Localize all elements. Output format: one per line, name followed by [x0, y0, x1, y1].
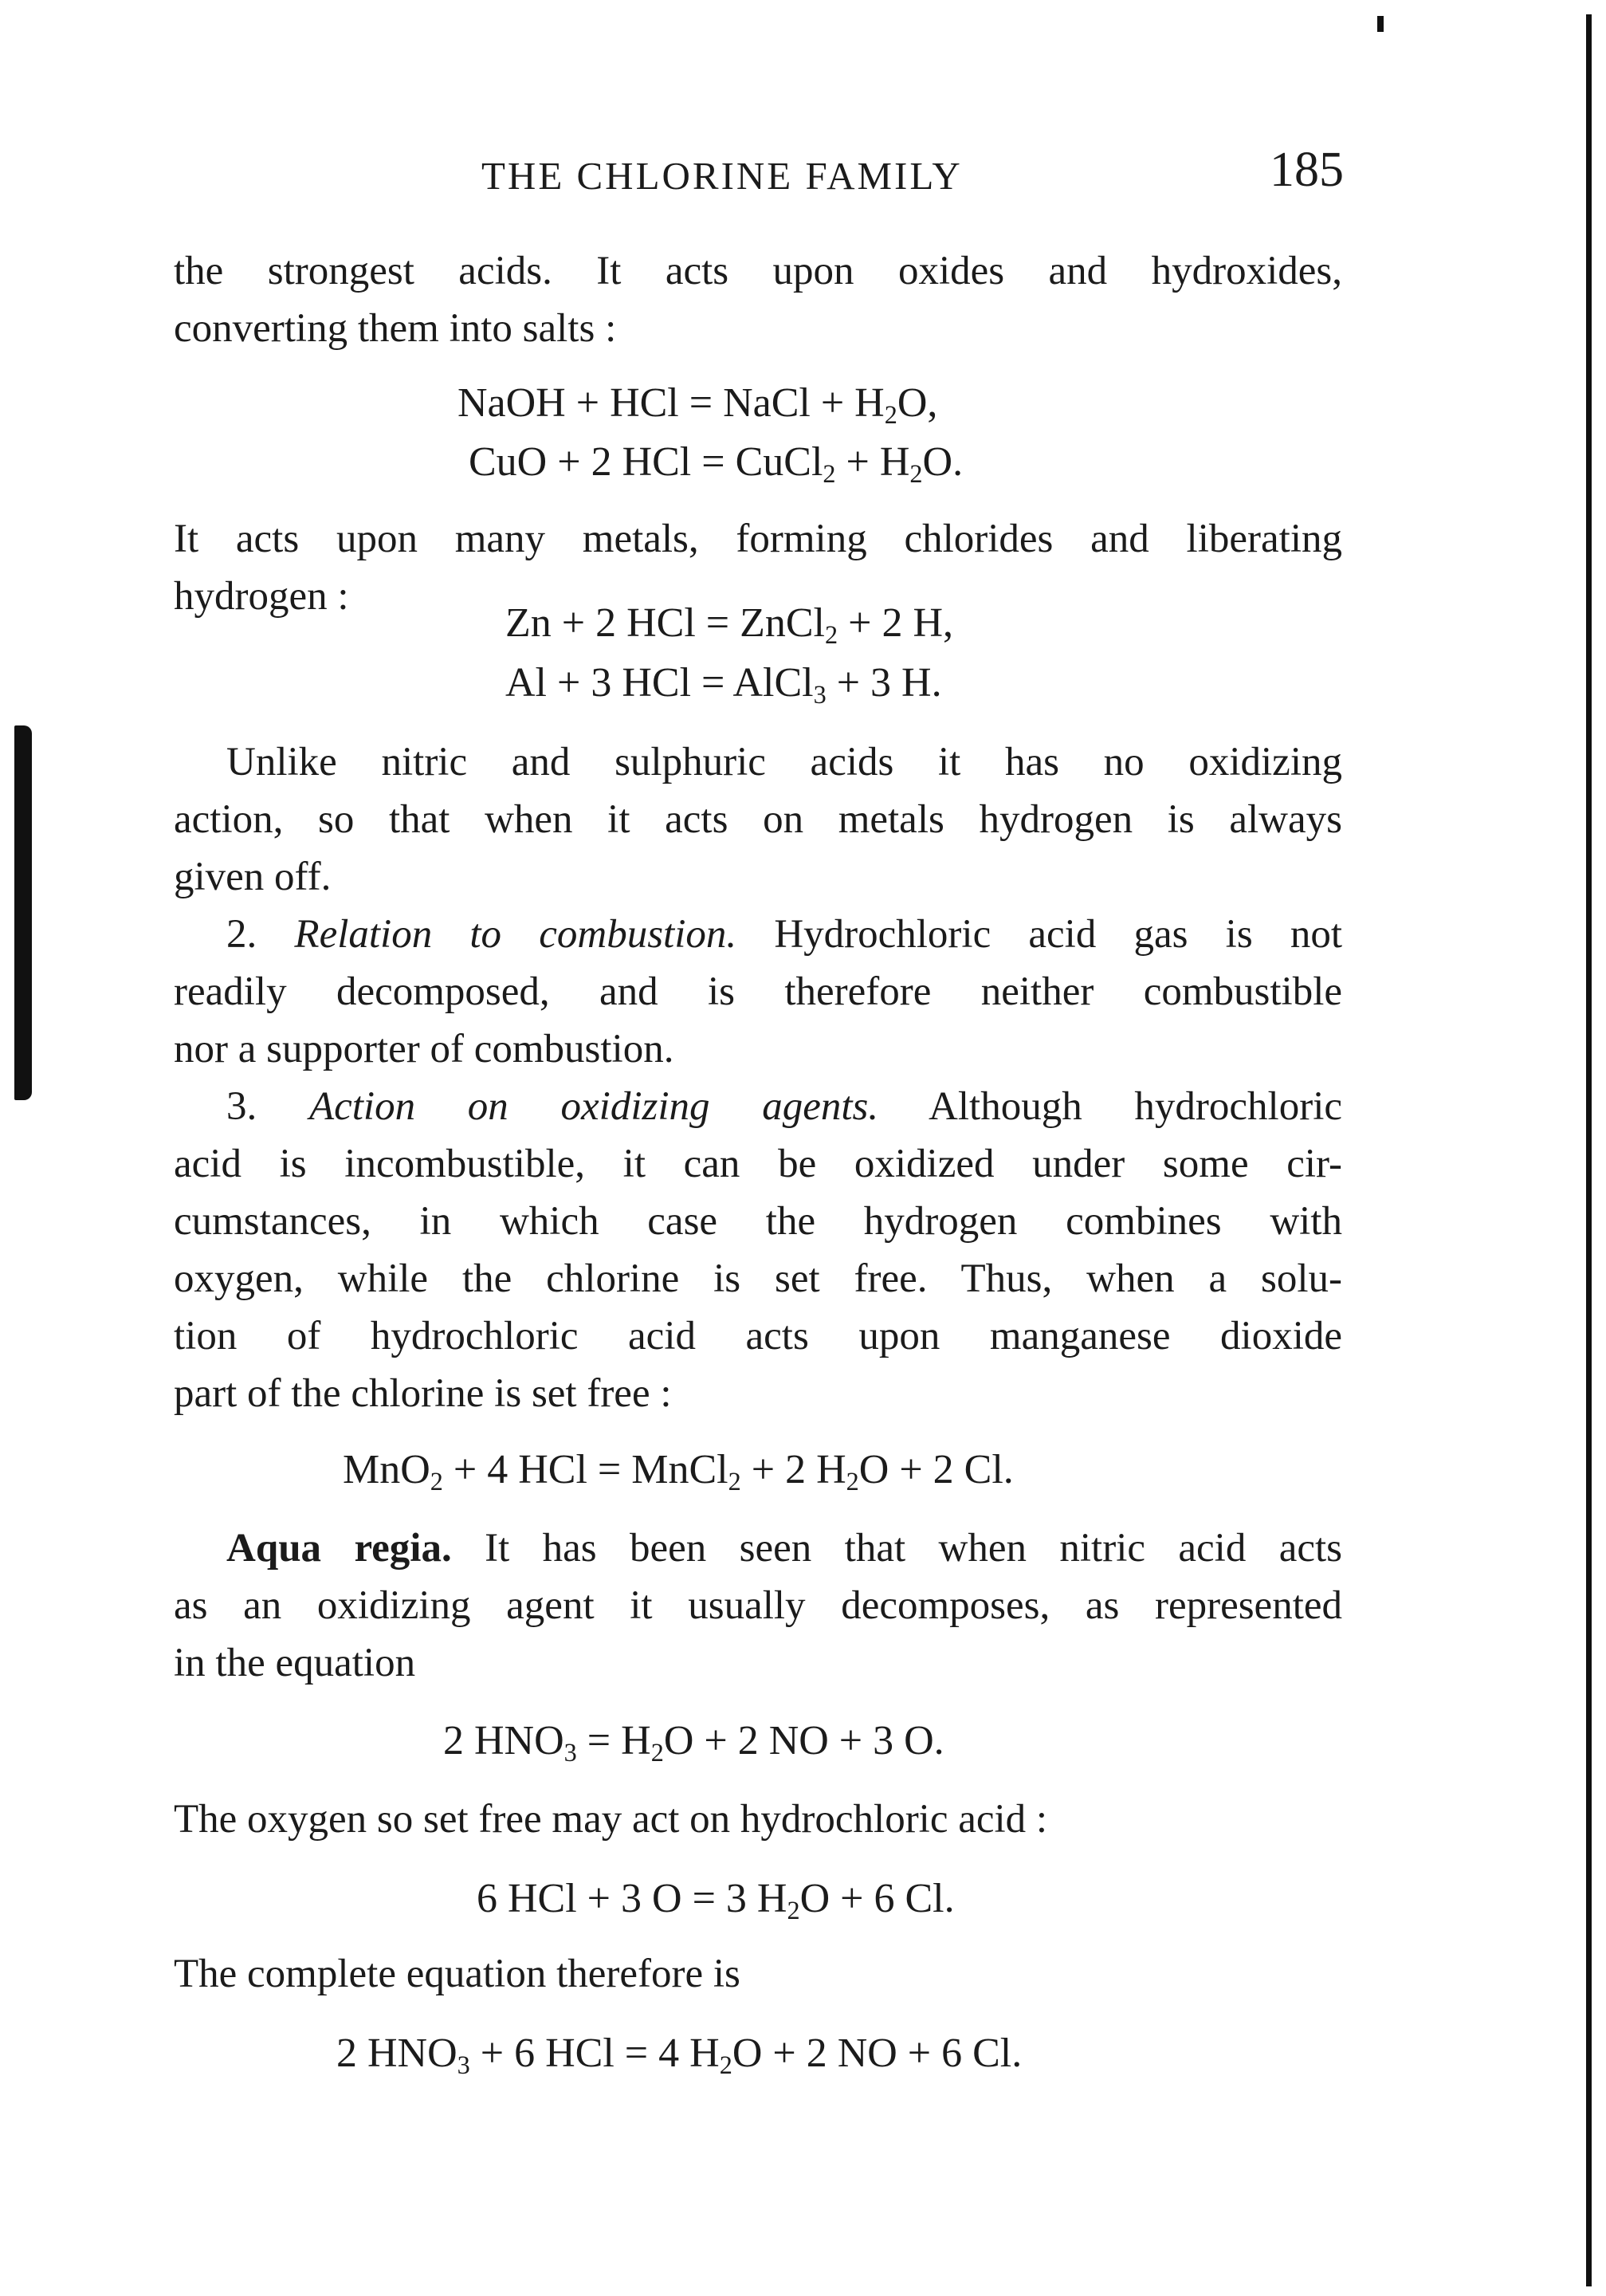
text-line: The complete equation therefore is: [174, 1952, 740, 1996]
text-line: as an oxidizing agent it usually decomposes, as represented: [174, 1583, 1342, 1628]
equation-zn: Zn + 2 HCl = ZnCl$_2$ + 2 H,: [505, 600, 954, 650]
equation-cuo: CuO + 2 HCl = CuCl$_2$ + $H_2O$.: [469, 439, 964, 489]
paragraph-oxygen-free: [174, 1791, 1342, 1848]
text-line: It acts upon many metals, forming chlorides and liberating: [174, 517, 1342, 561]
text-line: action, so that when it acts on metals hydrogen is always: [174, 797, 1342, 842]
running-head: THE CHLORINE FAMILY: [481, 154, 963, 198]
text-line: Aqua regia. It has been seen that when nitric acid acts: [226, 1526, 1342, 1571]
text-line: acid is incombustible, it can be oxidized under some cir-: [174, 1142, 1342, 1186]
page-number: 185: [1270, 143, 1344, 197]
paragraph-unlike: [174, 733, 1342, 906]
text-line: oxygen, while the chlorine is set free. Thus, when a solu-: [174, 1256, 1342, 1301]
text-line: in the equation: [174, 1641, 416, 1685]
text-line: Unlike nitric and sulphuric acids it has no oxidizing: [226, 740, 1342, 784]
equation-hcl-oxygen: 6 HCl + 3 O = 3 $H_2O + 6$ Cl.: [477, 1876, 955, 1925]
text-line: nor a supporter of combustion.: [174, 1027, 674, 1071]
paragraph-aqua-regia: [174, 1520, 1342, 1692]
page-edge-shadow-left: [14, 725, 32, 1100]
text-line: The oxygen so set free may act on hydrochloric acid :: [174, 1797, 1048, 1842]
equation-hno3: 2 $HNO_3 = H_2O + 2$ NO + 3 O.: [443, 1718, 944, 1767]
text-line: part of the chlorine is set free :: [174, 1371, 672, 1416]
section-title: Relation to combustion.: [294, 912, 737, 957]
text-line: hydrogen :: [174, 574, 349, 619]
page-edge-shadow-right: [1586, 14, 1592, 2286]
text-line: cumstances, in which case the hydrogen combines with: [174, 1199, 1342, 1244]
equation-naoh: NaOH + HCl = NaCl + $H_2O$,: [457, 380, 938, 430]
text-line: given off.: [174, 855, 332, 899]
paragraph-complete-equation: [174, 1945, 1342, 2003]
text-line: 2. Relation to combustion. Hydrochloric acid gas is not: [226, 912, 1343, 957]
equation-aqua-regia: 2 $HNO_3 + 6$ HCl = 4 $H_2O + 2$ NO + 6 Cl.: [336, 2031, 1023, 2080]
paragraph-oxidizing-agents: [174, 1078, 1342, 1422]
section-heading: Aqua regia.: [226, 1526, 452, 1571]
equation-al: Al + 3 HCl = AlCl$_3$ + 3 H.: [505, 660, 942, 710]
section-title: Action on oxidizing agents.: [308, 1084, 879, 1129]
text-line: readily decomposed, and is therefore neither combustible: [174, 969, 1342, 1014]
paragraph-combustion: [174, 906, 1342, 1078]
page-header: [0, 142, 1606, 214]
scan-mark: [1377, 16, 1384, 32]
paragraph-oxides: [174, 242, 1342, 357]
text-line: tion of hydrochloric acid acts upon manganese dioxide: [174, 1314, 1342, 1358]
text-line: converting them into salts :: [174, 306, 617, 351]
equation-mno2: MnO$_2$ + 4 HCl = MnCl$_2$ + 2 $H_2O + 2$ Cl.: [343, 1447, 1014, 1496]
text-line: the strongest acids. It acts upon oxides and hydroxides,: [174, 249, 1342, 293]
text-line: 3. Action on oxidizing agents. Although hydrochloric: [226, 1084, 1343, 1129]
